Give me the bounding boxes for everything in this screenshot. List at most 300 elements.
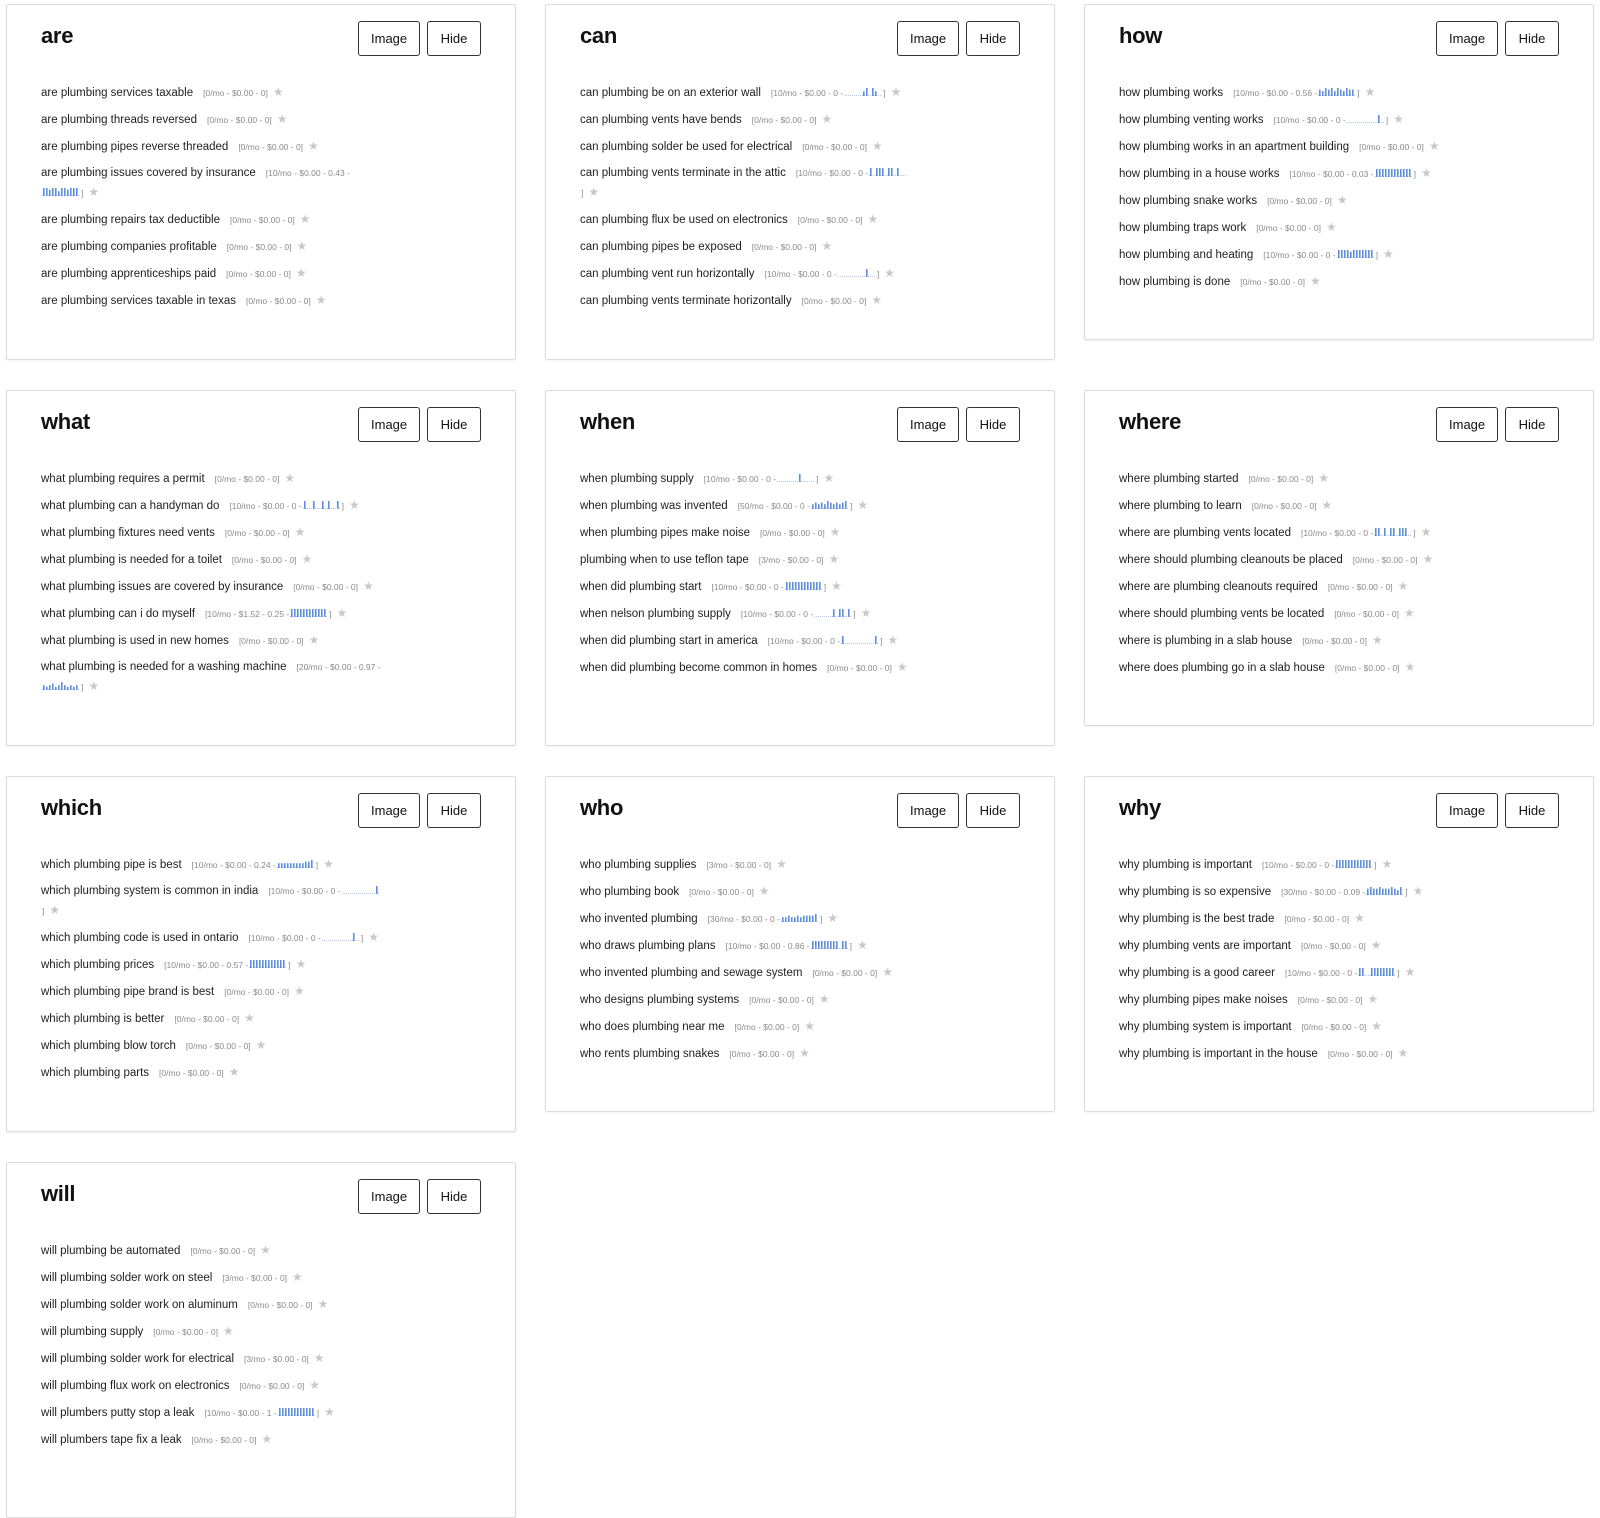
hide-button[interactable]: Hide <box>966 21 1020 56</box>
star-icon[interactable]: ★ <box>831 579 842 593</box>
list-item <box>1119 164 1459 184</box>
star-icon[interactable]: ★ <box>260 1243 271 1257</box>
star-icon[interactable]: ★ <box>296 239 308 253</box>
sparkline-bar <box>819 582 821 590</box>
star-icon[interactable]: ★ <box>294 525 306 539</box>
keyword-text[interactable]: why plumbing is important in the house <box>1119 1048 1318 1060</box>
sparkline-chart <box>322 932 360 941</box>
keyword-metrics: [0/mo - $0.00 - 0] <box>729 1049 795 1059</box>
keyword-text[interactable]: when nelson plumbing supply <box>580 608 731 620</box>
list-item <box>1119 496 1459 516</box>
keyword-text[interactable]: why plumbing is important <box>1119 859 1252 871</box>
metrics-close: ] <box>1357 88 1360 98</box>
star-icon[interactable]: ★ <box>1367 992 1379 1006</box>
image-button[interactable]: Image <box>1436 407 1498 442</box>
star-icon[interactable]: ★ <box>363 579 374 593</box>
star-icon[interactable]: ★ <box>823 471 835 485</box>
sparkline-bar <box>815 503 817 509</box>
list-item <box>1119 469 1459 489</box>
keyword-text[interactable]: which plumbing parts <box>41 1067 150 1079</box>
keyword-text[interactable]: are plumbing repairs tax deductible <box>41 214 220 226</box>
keyword-text[interactable]: are plumbing apprenticeships paid <box>41 268 217 280</box>
sparkline-bar <box>1389 968 1391 976</box>
star-icon[interactable]: ★ <box>228 1065 240 1079</box>
star-icon[interactable]: ★ <box>1403 606 1415 620</box>
keyword-text[interactable]: how plumbing venting works <box>1119 114 1264 126</box>
keyword-text[interactable]: why plumbing is so expensive <box>1119 886 1272 898</box>
list-item <box>41 1009 381 1029</box>
star-icon[interactable]: ★ <box>255 1038 267 1052</box>
keyword-text[interactable]: who plumbing supplies <box>580 859 697 871</box>
keyword-text[interactable]: how plumbing is done <box>1119 276 1231 288</box>
hide-button[interactable]: Hide <box>1505 21 1559 56</box>
star-icon[interactable]: ★ <box>829 525 841 539</box>
list-item <box>41 1295 381 1315</box>
image-button[interactable]: Image <box>897 407 959 442</box>
image-button[interactable]: Image <box>358 21 420 56</box>
keyword-text[interactable]: how plumbing snake works <box>1119 195 1258 207</box>
keyword-text[interactable]: will plumbing supply <box>41 1326 144 1338</box>
card-title: will <box>41 1181 76 1206</box>
keyword-metrics: [10/mo - $0.00 - 0 - <box>1300 528 1374 538</box>
image-button[interactable]: Image <box>1436 793 1498 828</box>
hide-button[interactable]: Hide <box>427 793 481 828</box>
star-icon[interactable]: ★ <box>884 266 895 280</box>
keyword-text[interactable]: who does plumbing near me <box>580 1021 725 1033</box>
sparkline-bar <box>283 960 285 968</box>
sparkline-bar <box>791 917 793 922</box>
keyword-text[interactable]: when did plumbing become common in homes <box>580 662 818 674</box>
keyword-text[interactable]: where does plumbing go in a slab house <box>1119 662 1325 674</box>
image-button[interactable]: Image <box>897 793 959 828</box>
star-icon[interactable]: ★ <box>890 85 902 99</box>
metrics-close: ] <box>1413 528 1416 538</box>
keyword-text[interactable]: who rents plumbing snakes <box>580 1048 720 1060</box>
star-icon[interactable]: ★ <box>1393 112 1404 126</box>
keyword-metrics: [0/mo - $0.00 - 0] <box>1267 196 1332 206</box>
keyword-text[interactable]: will plumbing flux work on electronics <box>41 1380 230 1392</box>
keyword-text[interactable]: are plumbing threads reversed <box>41 114 197 126</box>
keyword-metrics: [0/mo - $0.00 - 0] <box>1251 501 1317 511</box>
sparkline-bar <box>281 863 283 868</box>
star-icon[interactable]: ★ <box>309 1378 321 1392</box>
keyword-card-which <box>6 776 516 1132</box>
metrics-close: ] <box>1405 887 1408 897</box>
star-icon[interactable]: ★ <box>1318 471 1330 485</box>
image-button[interactable]: Image <box>358 1179 420 1214</box>
keyword-text[interactable]: who plumbing book <box>580 886 680 898</box>
keyword-text[interactable]: are plumbing services taxable in texas <box>41 295 236 307</box>
star-icon[interactable]: ★ <box>368 930 379 944</box>
star-icon[interactable]: ★ <box>1336 193 1348 207</box>
image-button[interactable]: Image <box>358 407 420 442</box>
keyword-text[interactable]: where are plumbing vents located <box>1119 527 1291 539</box>
keyword-list <box>580 83 920 318</box>
star-icon[interactable]: ★ <box>1420 525 1432 539</box>
sparkline-bar <box>353 933 355 941</box>
keyword-metrics: [10/mo - $1.52 - 0.25 - <box>205 609 290 619</box>
keyword-metrics: [0/mo - $0.00 - 0] <box>751 115 817 125</box>
star-icon[interactable]: ★ <box>1420 166 1432 180</box>
list-item <box>1119 523 1459 543</box>
card-actions <box>897 21 1020 56</box>
sparkline-bar <box>271 960 273 968</box>
keyword-text[interactable]: plumbing when to use teflon tape <box>580 554 749 566</box>
keyword-text[interactable]: can plumbing pipes be exposed <box>580 241 742 253</box>
sparkline-bar <box>262 960 264 968</box>
sparkline-bar <box>1388 169 1390 177</box>
keyword-text[interactable]: will plumbers putty stop a leak <box>41 1407 195 1419</box>
sparkline-bar <box>1409 169 1411 177</box>
list-item <box>580 855 920 875</box>
star-icon[interactable]: ★ <box>323 857 334 871</box>
keyword-metrics: [10/mo - $0.00 - 0 - <box>767 636 840 646</box>
keyword-text[interactable]: which plumbing is better <box>41 1013 165 1025</box>
sparkline-bar <box>1376 169 1378 177</box>
keyword-text[interactable]: when did plumbing start <box>580 581 702 593</box>
keyword-text[interactable]: why plumbing is the best trade <box>1119 913 1275 925</box>
keyword-text[interactable]: how plumbing traps work <box>1119 222 1247 234</box>
hide-button[interactable]: Hide <box>1505 407 1559 442</box>
keyword-text[interactable]: how plumbing works <box>1119 87 1224 99</box>
star-icon[interactable]: ★ <box>1371 1019 1383 1033</box>
star-icon[interactable]: ★ <box>857 938 868 952</box>
sparkline-bar <box>812 941 814 949</box>
sparkline-bar <box>1379 169 1381 177</box>
sparkline-bar <box>61 188 63 196</box>
sparkline-bar <box>284 863 286 868</box>
sparkline-bar <box>306 609 308 617</box>
keyword-text[interactable]: can plumbing solder be used for electrical <box>580 141 793 153</box>
image-button[interactable]: Image <box>1436 21 1498 56</box>
keyword-text[interactable]: what plumbing is needed for a toilet <box>41 554 222 566</box>
sparkline-bar <box>882 168 884 176</box>
star-icon[interactable]: ★ <box>821 112 833 126</box>
star-icon[interactable]: ★ <box>295 957 307 971</box>
sparkline-bar <box>788 916 790 922</box>
hide-button[interactable]: Hide <box>427 1179 481 1214</box>
star-icon[interactable]: ★ <box>308 139 319 153</box>
keyword-metrics: [10/mo - $0.00 - 0 - <box>1273 115 1346 125</box>
star-icon[interactable]: ★ <box>1382 247 1394 261</box>
star-icon[interactable]: ★ <box>1381 857 1393 871</box>
keyword-list <box>41 83 381 318</box>
keyword-text[interactable]: which plumbing blow torch <box>41 1040 176 1052</box>
card-title: which <box>41 795 102 820</box>
star-icon[interactable]: ★ <box>867 212 879 226</box>
star-icon[interactable]: ★ <box>818 992 830 1006</box>
keyword-text[interactable]: where should plumbing vents be located <box>1119 608 1325 620</box>
keyword-text[interactable]: why plumbing pipes make noises <box>1119 994 1288 1006</box>
sparkline-bar <box>1336 860 1338 868</box>
keyword-text[interactable]: where plumbing started <box>1119 473 1239 485</box>
star-icon[interactable]: ★ <box>88 185 100 199</box>
card-actions <box>897 407 1020 442</box>
sparkline-bar <box>827 501 829 509</box>
keyword-text[interactable]: can plumbing vents terminate in the attic <box>580 167 786 179</box>
star-icon[interactable]: ★ <box>313 1351 325 1365</box>
keyword-text[interactable]: are plumbing companies profitable <box>41 241 217 253</box>
keyword-text[interactable]: which plumbing prices <box>41 959 155 971</box>
star-icon[interactable]: ★ <box>292 1270 303 1284</box>
keyword-text[interactable]: what plumbing is needed for a washing machine <box>41 661 287 673</box>
metrics-close: ] <box>316 1408 320 1418</box>
star-icon[interactable]: ★ <box>804 1019 815 1033</box>
card-title: how <box>1119 23 1163 48</box>
keyword-text[interactable]: are plumbing issues covered by insurance <box>41 167 256 179</box>
keyword-text[interactable]: can plumbing vents have bends <box>580 114 742 126</box>
sparkline-bar <box>318 609 320 617</box>
sparkline-bar <box>1371 968 1373 976</box>
star-icon[interactable]: ★ <box>324 1405 335 1419</box>
list-item <box>1119 110 1459 130</box>
sparkline-bar <box>290 863 292 868</box>
sparkline-bar <box>285 1408 287 1416</box>
trend-sparkline <box>781 913 819 922</box>
star-icon[interactable]: ★ <box>301 552 313 566</box>
sparkline-bar <box>1328 90 1330 96</box>
list-item <box>1119 658 1459 678</box>
keyword-text[interactable]: who designs plumbing systems <box>580 994 740 1006</box>
star-icon[interactable]: ★ <box>827 911 839 925</box>
star-icon[interactable]: ★ <box>588 185 600 199</box>
keyword-text[interactable]: who invented plumbing and sewage system <box>580 967 803 979</box>
list-item <box>1119 218 1459 238</box>
keyword-metrics: [0/mo - $0.00 - 0] <box>1327 582 1393 592</box>
keyword-text[interactable]: who draws plumbing plans <box>580 940 716 952</box>
keyword-text[interactable]: which plumbing pipe is best <box>41 859 182 871</box>
metrics-close: ] <box>816 474 819 484</box>
star-icon[interactable]: ★ <box>1309 274 1321 288</box>
image-button[interactable]: Image <box>897 21 959 56</box>
star-icon[interactable]: ★ <box>261 1432 273 1446</box>
star-icon[interactable]: ★ <box>308 633 320 647</box>
star-icon[interactable]: ★ <box>1321 498 1333 512</box>
sparkline-bar <box>1354 860 1356 868</box>
star-icon[interactable]: ★ <box>1325 220 1337 234</box>
star-icon[interactable]: ★ <box>857 498 869 512</box>
keyword-text[interactable]: can plumbing vent run horizontally <box>580 268 755 280</box>
star-icon[interactable]: ★ <box>49 903 61 917</box>
keyword-metrics: [0/mo - $0.00 - 0] <box>812 968 878 978</box>
star-icon[interactable]: ★ <box>1404 965 1416 979</box>
star-icon[interactable]: ★ <box>1397 579 1409 593</box>
star-icon[interactable]: ★ <box>776 857 787 871</box>
keyword-text[interactable]: can plumbing be on an exterior wall <box>580 87 761 99</box>
star-icon[interactable]: ★ <box>317 1297 329 1311</box>
metrics-close: ] <box>876 269 880 279</box>
sparkline-bar <box>308 862 310 868</box>
star-icon[interactable]: ★ <box>1428 139 1440 153</box>
star-icon[interactable]: ★ <box>284 471 296 485</box>
star-icon[interactable]: ★ <box>828 552 840 566</box>
trend-sparkline <box>1347 114 1385 123</box>
sparkline-bar <box>1363 860 1365 868</box>
star-icon[interactable]: ★ <box>758 884 770 898</box>
keyword-text[interactable]: can plumbing vents terminate horizontally <box>580 295 792 307</box>
sparkline-bar <box>1393 528 1395 536</box>
keyword-text[interactable]: are plumbing services taxable <box>41 87 194 99</box>
star-icon[interactable]: ★ <box>821 239 833 253</box>
metrics-close: ] <box>81 188 84 198</box>
keyword-text[interactable]: what plumbing issues are covered by insurance <box>41 581 284 593</box>
sparkline-bar <box>848 609 850 617</box>
sparkline-bar <box>845 941 847 949</box>
keyword-text[interactable]: will plumbing solder work for electrical <box>41 1353 235 1365</box>
keyword-metrics: [0/mo - $0.00 - 0] <box>230 215 295 225</box>
sparkline-bar <box>278 863 280 868</box>
sparkline-bar <box>256 960 258 968</box>
keyword-text[interactable]: what plumbing can i do myself <box>41 608 196 620</box>
keyword-text[interactable]: are plumbing pipes reverse threaded <box>41 141 229 153</box>
star-icon[interactable]: ★ <box>276 112 288 126</box>
keyword-text[interactable]: who invented plumbing <box>580 913 698 925</box>
star-icon[interactable]: ★ <box>244 1011 255 1025</box>
sparkline-chart <box>869 167 907 176</box>
keyword-text[interactable]: what plumbing is used in new homes <box>41 635 229 647</box>
sparkline-chart <box>814 608 852 617</box>
keyword-text[interactable]: what plumbing fixtures need vents <box>41 527 215 539</box>
keyword-text[interactable]: will plumbing solder work on aluminum <box>41 1299 238 1311</box>
star-icon[interactable]: ★ <box>887 633 899 647</box>
keyword-text[interactable]: which plumbing code is used in ontario <box>41 932 239 944</box>
star-icon[interactable]: ★ <box>1397 1046 1409 1060</box>
keyword-metrics: [3/mo - $0.00 - 0] <box>706 860 772 870</box>
keyword-text[interactable]: what plumbing can a handyman do <box>41 500 220 512</box>
star-icon[interactable]: ★ <box>293 984 305 998</box>
card-title: what <box>41 409 90 434</box>
star-icon[interactable]: ★ <box>896 660 908 674</box>
sparkline-bar <box>818 504 820 509</box>
keyword-metrics: [0/mo - $0.00 - 0] <box>238 142 304 152</box>
trend-sparkline <box>838 268 876 277</box>
sparkline-bar <box>1385 169 1387 177</box>
keyword-metrics: [0/mo - $0.00 - 0] <box>802 142 867 152</box>
star-icon[interactable]: ★ <box>1422 552 1434 566</box>
hide-button[interactable]: Hide <box>966 793 1020 828</box>
trend-sparkline <box>1375 168 1413 177</box>
metrics-close: ] <box>1374 860 1377 870</box>
list-item <box>1119 963 1459 983</box>
keyword-metrics: [0/mo - $0.00 - 0] <box>801 296 867 306</box>
keyword-metrics: [0/mo - $0.00 - 0] <box>1240 277 1305 287</box>
star-icon[interactable]: ★ <box>272 85 284 99</box>
keyword-text[interactable]: how plumbing works in an apartment building <box>1119 141 1350 153</box>
keyword-text[interactable]: will plumbing be automated <box>41 1245 181 1257</box>
keyword-text[interactable]: how plumbing and heating <box>1119 249 1254 261</box>
keyword-text[interactable]: why plumbing vents are important <box>1119 940 1291 952</box>
hide-button[interactable]: Hide <box>1505 793 1559 828</box>
keyword-card-are <box>6 4 516 360</box>
sparkline-bar <box>842 636 844 644</box>
keyword-metrics: [0/mo - $0.00 - 0] <box>1352 555 1418 565</box>
star-icon[interactable]: ★ <box>1412 884 1424 898</box>
sparkline-bar <box>1346 88 1348 96</box>
keyword-metrics: [0/mo - $0.00 - 0] <box>1327 1049 1393 1059</box>
sparkline-bar <box>58 191 60 196</box>
metrics-close: ] <box>1397 968 1400 978</box>
sparkline-chart <box>1318 87 1356 96</box>
keyword-text[interactable]: where should plumbing cleanouts be placed <box>1119 554 1343 566</box>
star-icon[interactable]: ★ <box>1404 660 1416 674</box>
keyword-text[interactable]: how plumbing in a house works <box>1119 168 1280 180</box>
keyword-text[interactable]: why plumbing is a good career <box>1119 967 1275 979</box>
hide-button[interactable]: Hide <box>427 21 481 56</box>
keyword-text[interactable]: where is plumbing in a slab house <box>1119 635 1293 647</box>
sparkline-bar <box>1369 860 1371 868</box>
star-icon[interactable]: ★ <box>882 965 893 979</box>
keyword-text[interactable]: where are plumbing cleanouts required <box>1119 581 1318 593</box>
keyword-text[interactable]: which plumbing pipe brand is best <box>41 986 215 998</box>
sparkline-bar <box>1360 860 1362 868</box>
star-icon[interactable]: ★ <box>1354 911 1365 925</box>
sparkline-bar <box>824 941 826 949</box>
keyword-text[interactable]: when plumbing was invented <box>580 500 728 512</box>
keyword-text[interactable]: will plumbers tape fix a leak <box>41 1434 182 1446</box>
star-icon[interactable]: ★ <box>295 266 307 280</box>
star-icon[interactable]: ★ <box>223 1324 234 1338</box>
star-icon[interactable]: ★ <box>871 293 883 307</box>
keyword-metrics: [0/mo - $0.00 - 0] <box>751 242 817 252</box>
image-button[interactable]: Image <box>358 793 420 828</box>
star-icon[interactable]: ★ <box>1370 938 1382 952</box>
keyword-text[interactable]: what plumbing requires a permit <box>41 473 205 485</box>
sparkline-bar <box>296 863 298 868</box>
keyword-list <box>1119 855 1459 1071</box>
metrics-close: ] <box>819 914 823 924</box>
star-icon[interactable]: ★ <box>88 679 100 693</box>
star-icon[interactable]: ★ <box>349 498 360 512</box>
star-icon[interactable]: ★ <box>336 606 348 620</box>
keyword-text[interactable]: where plumbing to learn <box>1119 500 1242 512</box>
star-icon[interactable]: ★ <box>299 212 311 226</box>
sparkline-chart <box>1337 249 1375 258</box>
sparkline-bar <box>328 501 330 509</box>
star-icon[interactable]: ★ <box>860 606 872 620</box>
hide-button[interactable]: Hide <box>427 407 481 442</box>
list-item <box>580 963 920 983</box>
star-icon[interactable]: ★ <box>1371 633 1383 647</box>
keyword-metrics: [0/mo - $0.00 - 0] <box>247 1300 313 1310</box>
star-icon[interactable]: ★ <box>799 1046 810 1060</box>
keyword-text[interactable]: why plumbing system is important <box>1119 1021 1292 1033</box>
star-icon[interactable]: ★ <box>1364 85 1376 99</box>
keyword-metrics: [10/mo - $0.00 - 0.03 - <box>1289 169 1374 179</box>
keyword-metrics: [10/mo - $0.00 - 0 - <box>1263 250 1336 260</box>
keyword-metrics: [0/mo - $0.00 - 0] <box>827 663 892 673</box>
hide-button[interactable]: Hide <box>966 407 1020 442</box>
keyword-text[interactable]: will plumbing solder work on steel <box>41 1272 213 1284</box>
sparkline-chart <box>781 913 819 922</box>
keyword-metrics: [0/mo - $0.00 - 0] <box>749 995 814 1005</box>
sparkline-bar <box>833 504 835 509</box>
keyword-metrics: [0/mo - $0.00 - 0] <box>1359 142 1424 152</box>
sparkline-bar <box>1403 169 1405 177</box>
sparkline-bar <box>309 1408 311 1416</box>
sparkline-chart <box>841 635 879 644</box>
metrics-close: ] <box>823 582 827 592</box>
sparkline-bar <box>280 960 282 968</box>
keyword-text[interactable]: when plumbing supply <box>580 473 694 485</box>
star-icon[interactable]: ★ <box>871 139 883 153</box>
keyword-text[interactable]: when did plumbing start in america <box>580 635 758 647</box>
keyword-list <box>41 1241 381 1457</box>
keyword-text[interactable]: can plumbing flux be used on electronics <box>580 214 788 226</box>
keyword-text[interactable]: when plumbing pipes make noise <box>580 527 751 539</box>
keyword-text[interactable]: which plumbing system is common in india <box>41 885 259 897</box>
star-icon[interactable]: ★ <box>315 293 327 307</box>
trend-sparkline <box>1374 527 1412 536</box>
